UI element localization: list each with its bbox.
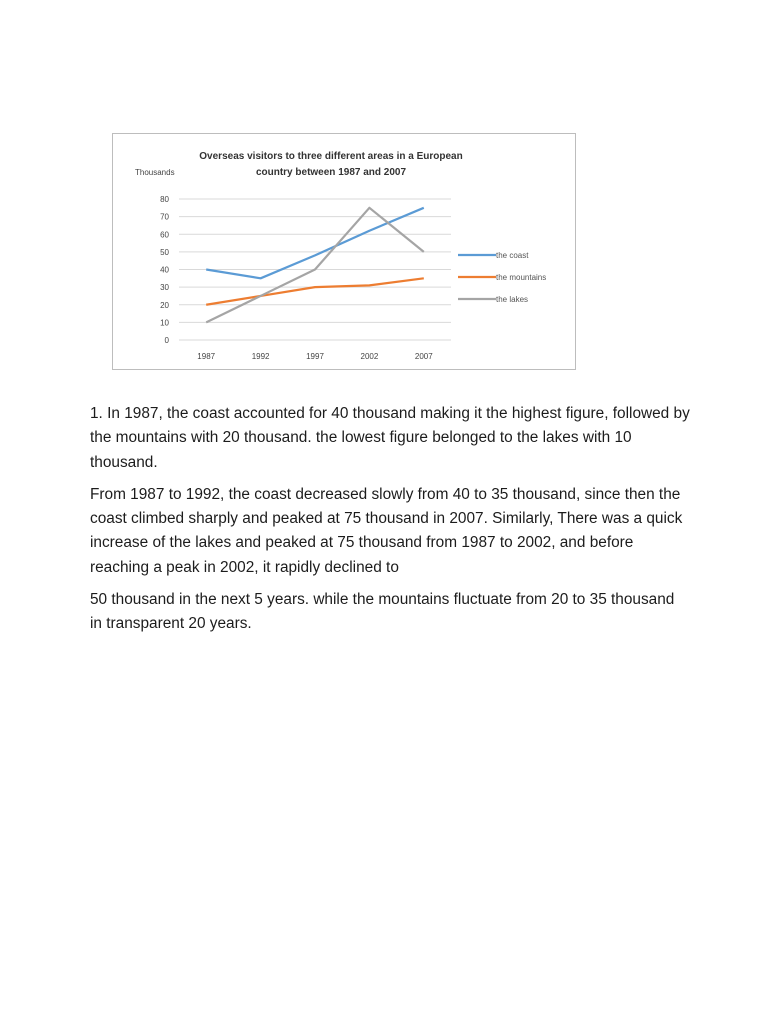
x-tick-label: 1997 [306,352,324,361]
legend-entry: the mountains [496,273,547,282]
chart-image [112,133,576,370]
legend-entry: the coast [496,251,529,260]
y-tick-label: 70 [160,212,169,222]
legend [458,251,546,304]
line-chart [113,134,575,369]
x-tick-label: 1987 [197,352,216,361]
essay-paragraph-1: 1. In 1987, the coast accounted for 40 thousand making it the highest figure, followed by the mountains with 20 thousand. the lowest figure belonged to the lakes with 10 thousand. [90,405,690,471]
y-tick-label: 0 [164,336,169,345]
series-line-the-mountains [206,278,424,304]
essay-paragraph-3: 50 thousand in the next 5 years. while the mountains fluctuate from 20 to 35 thousand in transparent 20 years. [90,591,675,633]
x-tick-label: 2002 [360,352,379,361]
series-line-the-coast [206,208,424,279]
y-tick-label: 10 [160,318,169,328]
x-tick-label: 2007 [414,352,433,361]
legend-entry: the lakes [496,295,529,304]
essay-text [90,402,690,645]
y-axis-label: Thousands [135,168,175,177]
y-tick-label: 30 [160,283,169,293]
chart-title-line-1: Overseas visitors to three different areas in a European [199,151,463,162]
x-tick-label: 1992 [251,352,270,361]
y-tick-label: 60 [160,230,169,240]
y-tick-label: 20 [160,300,169,310]
chart-title-line-2: country between 1987 and 2007 [255,167,407,178]
y-tick-label: 50 [160,247,169,257]
y-tick-label: 80 [160,195,169,204]
essay-paragraph-2: From 1987 to 1992, the coast decreased slowly from 40 to 35 thousand, since then the coast climbed sharply and peaked at 75 thousand in 2007. Similarly, There was a quick increase of the lakes and peaked at 75 thousand from 1987 to 2002, and before reaching a peak in 2002, it rapidly declined to [90,485,683,576]
y-tick-label: 40 [160,265,169,275]
